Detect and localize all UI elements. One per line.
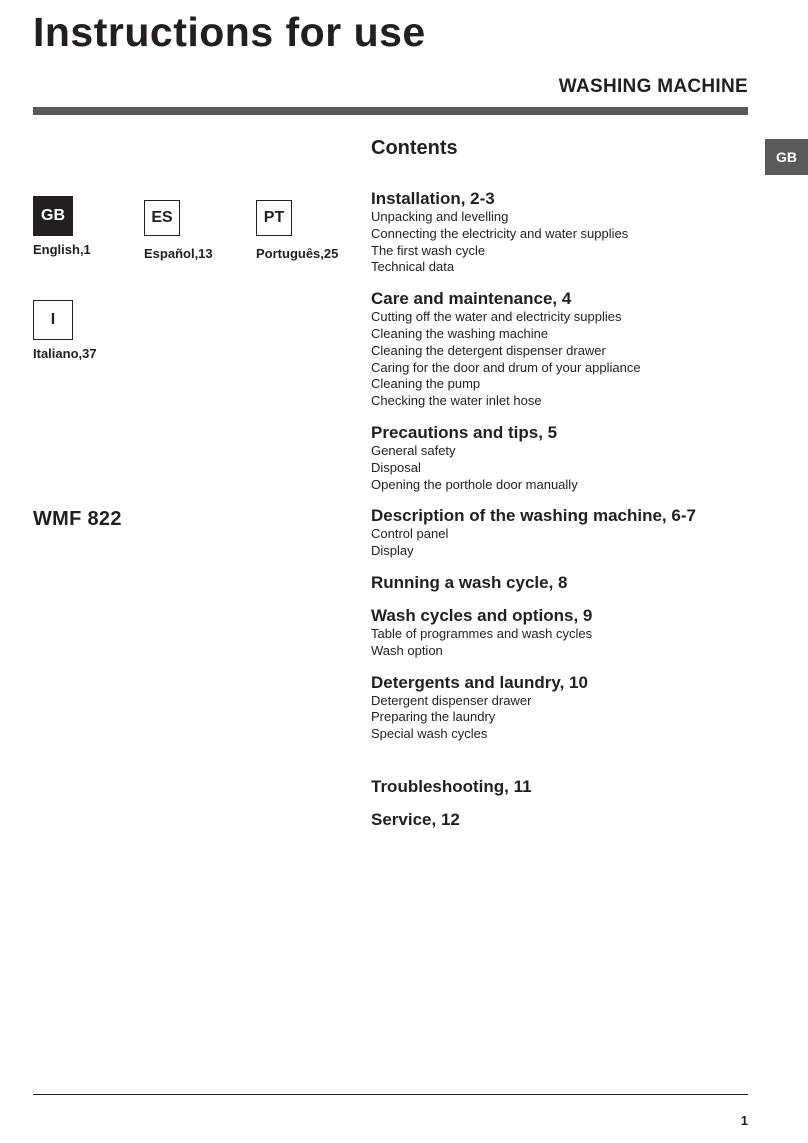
toc-item[interactable]: Disposal — [371, 459, 421, 475]
toc-section-description — [371, 506, 751, 560]
language-code-box: GB — [33, 196, 73, 236]
document-subtitle: WASHING MACHINE — [558, 76, 748, 97]
section-title[interactable]: Service, 12 — [371, 809, 460, 829]
model-number: WMF 822 — [33, 508, 122, 530]
language-label: Português,25 — [256, 246, 339, 261]
toc-section-detergents — [371, 673, 751, 743]
table-of-contents — [371, 137, 751, 843]
contents-heading: Contents — [371, 137, 458, 159]
page-title: Instructions for use — [33, 9, 426, 55]
toc-section-precautions — [371, 423, 751, 493]
toc-item[interactable]: Unpacking and levelling — [371, 209, 509, 224]
section-title[interactable]: Care and maintenance, 4 — [371, 289, 572, 309]
toc-item[interactable]: Preparing the laundry — [371, 709, 496, 725]
language-spanish[interactable] — [144, 200, 213, 261]
language-code-box: ES — [144, 200, 180, 236]
toc-section-service — [371, 810, 751, 830]
toc-item[interactable]: Cleaning the detergent dispenser drawer — [371, 342, 606, 358]
toc-item[interactable]: Table of programmes and wash cycles — [371, 625, 593, 641]
toc-item[interactable]: Caring for the door and drum of your appliance — [371, 359, 641, 375]
toc-item[interactable]: Cleaning the washing machine — [371, 325, 549, 341]
toc-item[interactable]: Display — [371, 543, 414, 559]
toc-section-care — [371, 289, 751, 410]
section-title[interactable]: Precautions and tips, 5 — [371, 422, 558, 442]
toc-item[interactable]: The first wash cycle — [371, 242, 486, 258]
toc-item[interactable]: Control panel — [371, 526, 449, 542]
language-code-box: PT — [256, 200, 292, 236]
section-title[interactable]: Description of the washing machine, 6-7 — [371, 506, 696, 526]
language-tab: GB — [765, 139, 808, 175]
toc-item[interactable]: Connecting the electricity and water supplies — [371, 225, 629, 241]
header-rule — [33, 107, 748, 115]
toc-section-wash-cycles — [371, 606, 751, 660]
language-label: Italiano,37 — [33, 346, 97, 361]
language-portuguese[interactable] — [256, 200, 338, 261]
toc-item[interactable]: Cleaning the pump — [371, 376, 481, 392]
section-title[interactable]: Detergents and laundry, 10 — [371, 672, 588, 692]
footer-rule — [33, 1094, 748, 1095]
toc-item[interactable]: Technical data — [371, 259, 455, 275]
language-english[interactable] — [33, 196, 91, 257]
toc-item[interactable]: Detergent dispenser drawer — [371, 692, 532, 708]
toc-item[interactable]: Special wash cycles — [371, 726, 488, 742]
section-title[interactable]: Installation, 2-3 — [371, 189, 495, 208]
toc-item[interactable]: Opening the porthole door manually — [371, 476, 578, 492]
language-label: Español,13 — [144, 246, 213, 261]
toc-section-installation — [371, 189, 751, 276]
page-number: 1 — [740, 1113, 748, 1128]
section-title[interactable]: Wash cycles and options, 9 — [371, 605, 593, 625]
toc-item[interactable]: Checking the water inlet hose — [371, 393, 542, 409]
toc-item[interactable]: Cutting off the water and electricity supplies — [371, 309, 622, 325]
language-code-box: I — [33, 300, 73, 340]
toc-item[interactable]: General safety — [371, 442, 456, 458]
toc-section-running — [371, 573, 751, 593]
language-italian[interactable] — [33, 300, 97, 361]
toc-item[interactable]: Wash option — [371, 642, 443, 658]
language-label: English,1 — [33, 242, 91, 257]
toc-section-troubleshooting — [371, 777, 751, 797]
section-title[interactable]: Troubleshooting, 11 — [371, 776, 532, 796]
section-title[interactable]: Running a wash cycle, 8 — [371, 572, 568, 592]
